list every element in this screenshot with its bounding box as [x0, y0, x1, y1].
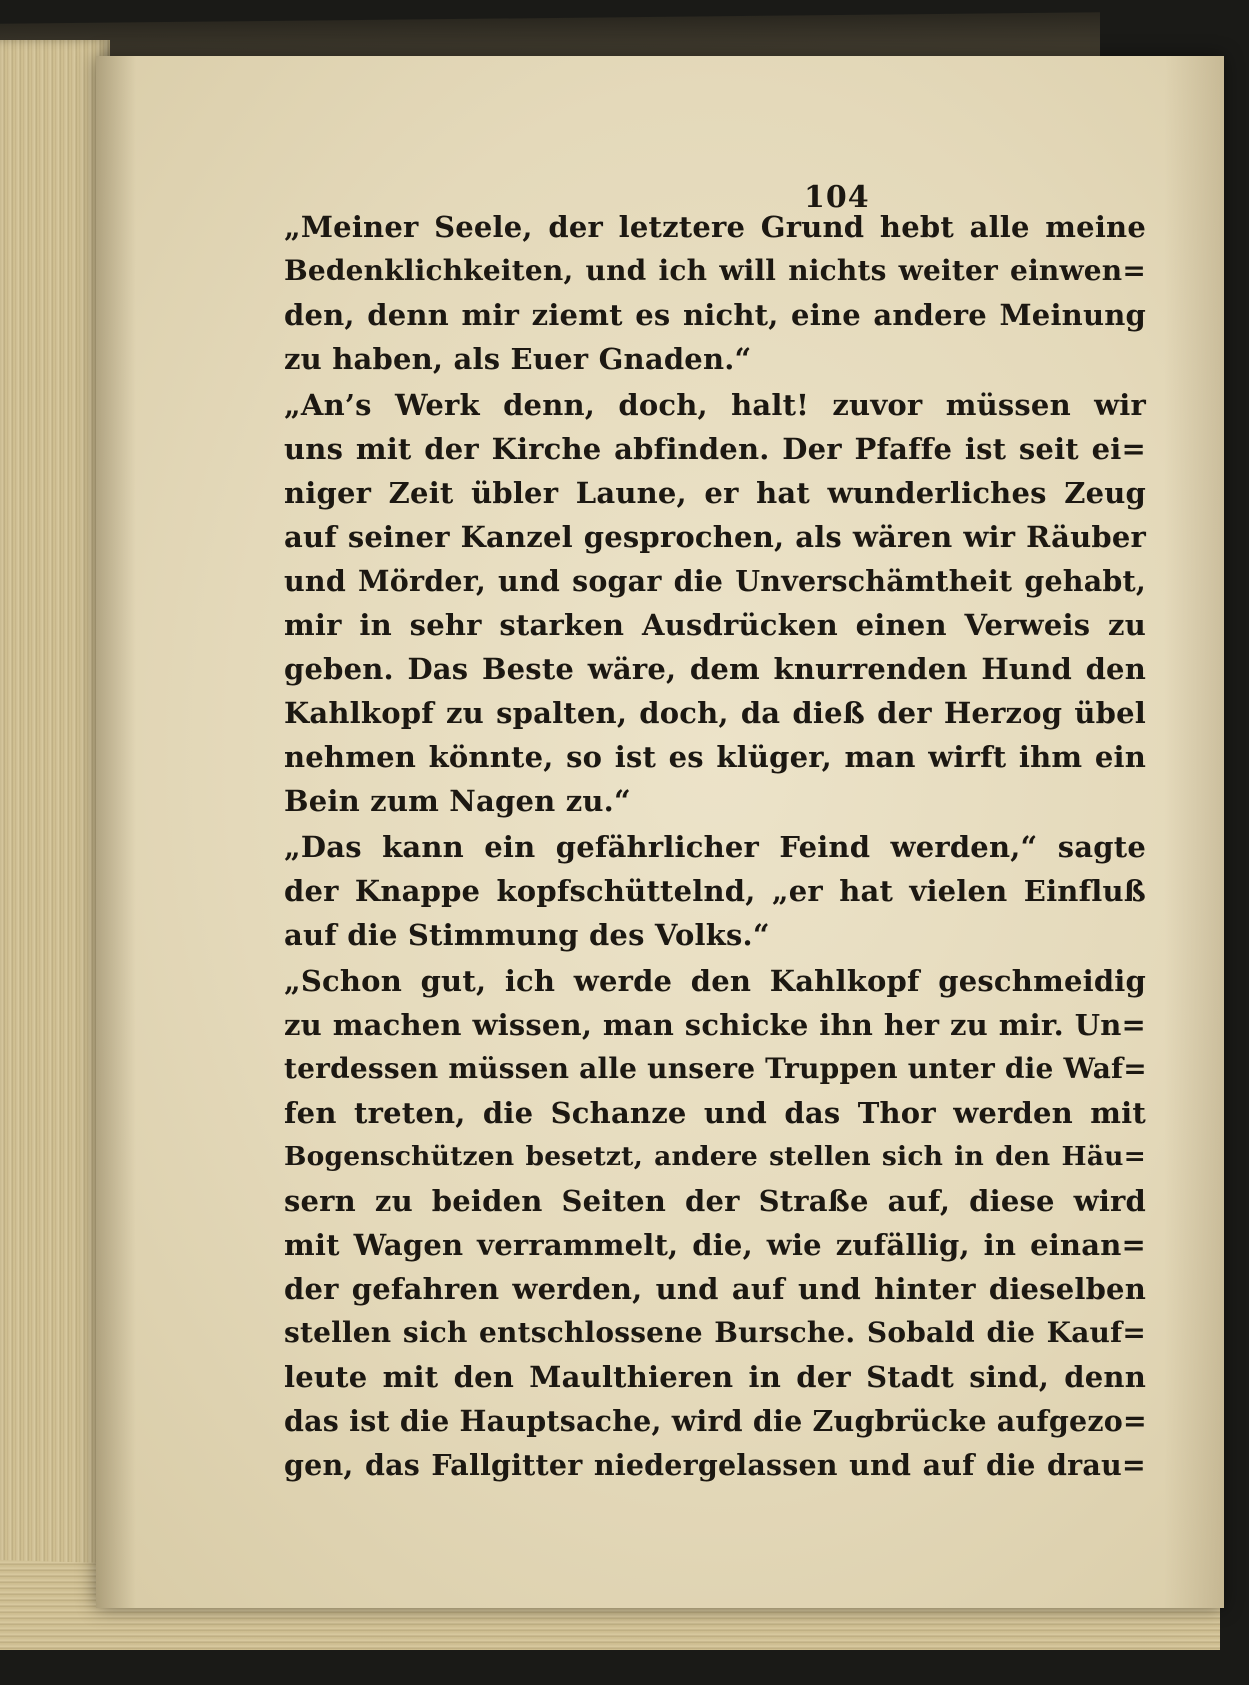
text-line: Bedenklichkeiten, und ich will nichts weiter einwen= — [284, 254, 1146, 287]
text-block — [284, 56, 1146, 1608]
text-line: mit Wagen verrammelt, die, wie zufällig, in einan= — [284, 1228, 1146, 1262]
text-line: uns mit der Kirche abfinden. Der Pfaffe ist seit ei= — [284, 432, 1146, 466]
text-line: und Mörder, und sogar die Unverschämtheit gehabt, — [284, 564, 1146, 598]
text-line: zu machen wissen, man schicke ihn her zu mir. Un= — [284, 1008, 1146, 1042]
text-line: Kahlkopf zu spalten, doch, da dieß der Herzog übel — [284, 696, 1146, 730]
text-line: das ist die Hauptsache, wird die Zugbrücke aufgezo= — [284, 1404, 1147, 1438]
text-line: stellen sich entschlossene Bursche. Sobald die Kauf= — [284, 1316, 1146, 1349]
book-page — [96, 56, 1224, 1608]
text-line: Bein zum Nagen zu.“ — [284, 784, 631, 818]
text-line: leute mit den Maulthieren in der Stadt sind, denn — [284, 1360, 1146, 1394]
page-number: 104 — [804, 180, 870, 215]
page-edges-left — [0, 40, 110, 1650]
text-line: terdessen müssen alle unsere Truppen unter die Waf= — [284, 1052, 1147, 1085]
text-line: niger Zeit übler Laune, er hat wunderliches Zeug — [284, 476, 1146, 510]
text-line: Bogenschützen besetzt, andere stellen sich in den Häu= — [284, 1141, 1146, 1172]
text-line: „Schon gut, ich werde den Kahlkopf geschmeidig — [284, 964, 1146, 998]
text-line: geben. Das Beste wäre, dem knurrenden Hund den — [284, 652, 1146, 686]
text-line: gen, das Fallgitter niedergelassen und auf die drau= — [284, 1448, 1146, 1482]
text-line: sern zu beiden Seiten der Straße auf, diese wird — [284, 1184, 1146, 1218]
text-line: nehmen könnte, so ist es klüger, man wirft ihm ein — [284, 740, 1146, 774]
text-line: auf seiner Kanzel gesprochen, als wären wir Räuber — [284, 520, 1146, 554]
text-line: „Meiner Seele, der letztere Grund hebt alle meine — [284, 210, 1146, 244]
text-line: „Das kann ein gefährlicher Feind werden,“ sagte — [284, 830, 1146, 864]
text-line: der gefahren werden, und auf und hinter dieselben — [284, 1272, 1146, 1306]
text-line: fen treten, die Schanze und das Thor werden mit — [284, 1096, 1146, 1130]
text-line: zu haben, als Euer Gnaden.“ — [284, 342, 752, 376]
text-line: der Knappe kopfschüttelnd, „er hat vielen Einfluß — [284, 874, 1146, 908]
text-line: den, denn mir ziemt es nicht, eine andere Meinung — [284, 298, 1146, 332]
text-line: auf die Stimmung des Volks.“ — [284, 918, 770, 952]
page-gutter-shadow — [96, 56, 136, 1608]
text-line: „An’s Werk denn, doch, halt! zuvor müssen wir — [284, 388, 1146, 422]
text-line: mir in sehr starken Ausdrücken einen Verweis zu — [284, 608, 1146, 642]
